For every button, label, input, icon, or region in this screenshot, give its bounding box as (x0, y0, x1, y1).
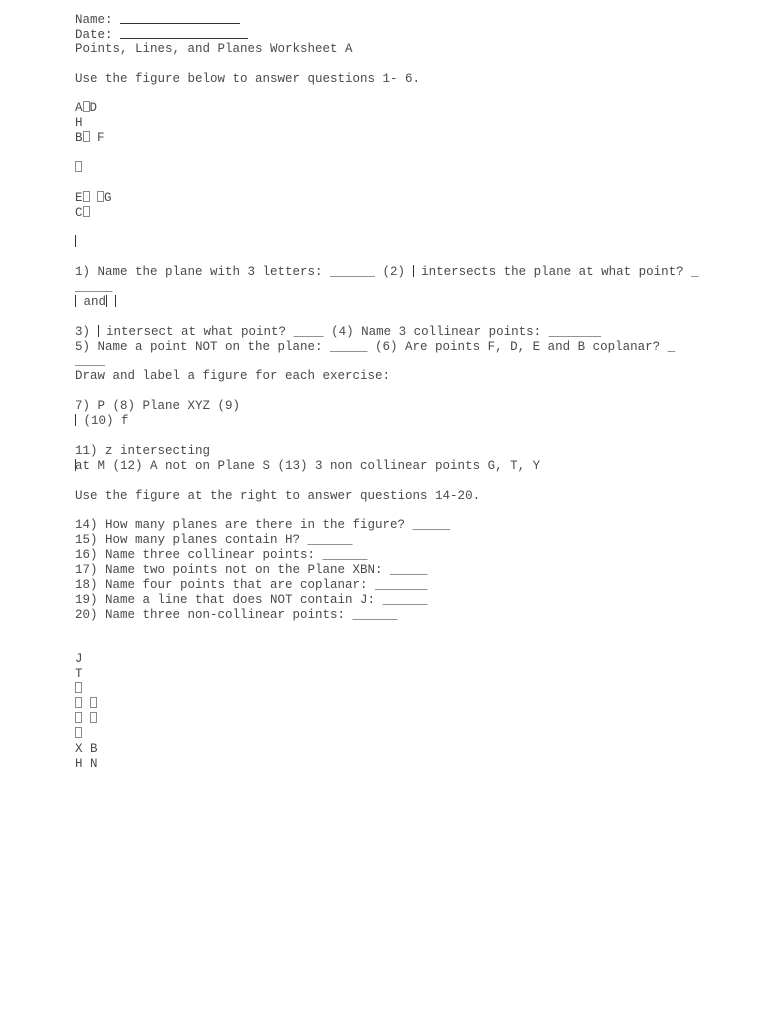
question-1-text: 1) Name the plane with 3 letters: ______ (2) (75, 265, 406, 280)
worksheet-page (75, 12, 715, 771)
date-blank (120, 27, 248, 39)
question-15: 15) How many planes contain H? ______ (75, 533, 353, 548)
figure1-row-eg (75, 191, 715, 206)
figure1-row-c (75, 206, 715, 221)
figure2-labels-xb: X B (75, 741, 98, 756)
question-2-and: and (83, 294, 107, 309)
figure1-row-bf (75, 131, 715, 146)
exercise-10-text: (10) f (83, 414, 129, 429)
figure1-label-g: G (104, 190, 112, 205)
figure2-row-glyph (75, 682, 715, 697)
figure1-label-d: D (89, 101, 98, 116)
line-symbol-icon (98, 325, 99, 337)
question-3-text: intersect at what point? ____ (4) Name 3 collinear points: _______ (106, 324, 602, 339)
question-1-2 (75, 265, 715, 280)
figure2-labels-hn: H N (75, 756, 98, 771)
figure1-row-bar (75, 235, 715, 250)
figure1-row-glyph (75, 161, 715, 176)
exercise-11: 11) z intersecting (75, 443, 211, 458)
section2-instruction: Draw and label a figure for each exercise: (75, 369, 391, 384)
question-20: 20) Name three non-collinear points: ______ (75, 607, 398, 622)
missing-glyph-icon (75, 682, 82, 693)
name-label: Name: (75, 13, 113, 27)
section1-instruction: Use the figure below to answer questions 1- 6. (75, 71, 421, 86)
line-symbol-icon (75, 414, 76, 426)
figure2-row-glyphs (75, 712, 715, 727)
line-symbol-icon (115, 295, 116, 307)
question-17: 17) Name two points not on the Plane XBN: _____ (75, 562, 428, 577)
figure1-label-a: A (75, 101, 83, 116)
question-19: 19) Name a line that does NOT contain J: ______ (75, 592, 428, 607)
section3-instruction: Use the figure at the right to answer questions 14-20. (75, 488, 481, 503)
exercise-7-9: 7) P (8) Plane XYZ (9) (75, 399, 241, 414)
exercise-11-13 (75, 459, 715, 474)
missing-glyph-icon (83, 191, 90, 202)
question-3-prefix: 3) (75, 324, 98, 339)
worksheet-title: Points, Lines, and Planes Worksheet A (75, 41, 353, 56)
name-blank (120, 12, 240, 24)
missing-glyph-icon (75, 161, 82, 172)
line-symbol-icon (75, 235, 76, 247)
figure1-label-h: H (75, 116, 83, 131)
missing-glyph-icon (90, 697, 97, 708)
exercise-11-continuation: at M (12) A not on Plane S (13) 3 non collinear points G, T, Y (75, 458, 541, 473)
line-symbol-icon (75, 295, 76, 307)
line-symbol-icon (106, 295, 107, 307)
question-5-6: 5) Name a point NOT on the plane: _____ (6) Are points F, D, E and B coplanar? _ (75, 339, 676, 354)
missing-glyph-icon (75, 697, 82, 708)
missing-glyph-icon (90, 712, 97, 723)
question-2-lines (75, 295, 715, 310)
missing-glyph-icon (83, 131, 90, 142)
figure1-label-b: B (75, 131, 83, 146)
missing-glyph-icon (75, 712, 82, 723)
question-2-continuation: _____ (75, 280, 113, 295)
date-line (75, 27, 715, 42)
figure1-label-e: E (75, 190, 83, 205)
figure2-row-glyphs (75, 697, 715, 712)
question-14: 14) How many planes are there in the figure? _____ (75, 518, 451, 533)
line-symbol-icon (413, 265, 414, 277)
figure1-row-ad (75, 101, 715, 116)
figure2-row-glyph (75, 727, 715, 742)
exercise-10 (75, 414, 715, 429)
missing-glyph-icon (83, 101, 90, 112)
question-2-text: intersects the plane at what point? _ (421, 265, 699, 280)
figure2-label-j: J (75, 652, 83, 667)
figure1-label-f: F (97, 131, 105, 146)
question-3-4 (75, 325, 715, 340)
question-18: 18) Name four points that are coplanar: _______ (75, 577, 428, 592)
name-line (75, 12, 715, 27)
question-16: 16) Name three collinear points: ______ (75, 548, 368, 563)
date-label: Date: (75, 27, 113, 42)
missing-glyph-icon (83, 206, 90, 217)
question-6-continuation: ____ (75, 354, 106, 369)
figure2-label-t: T (75, 667, 83, 682)
figure1-label-c: C (75, 205, 83, 220)
missing-glyph-icon (75, 727, 82, 738)
missing-glyph-icon (97, 191, 104, 202)
